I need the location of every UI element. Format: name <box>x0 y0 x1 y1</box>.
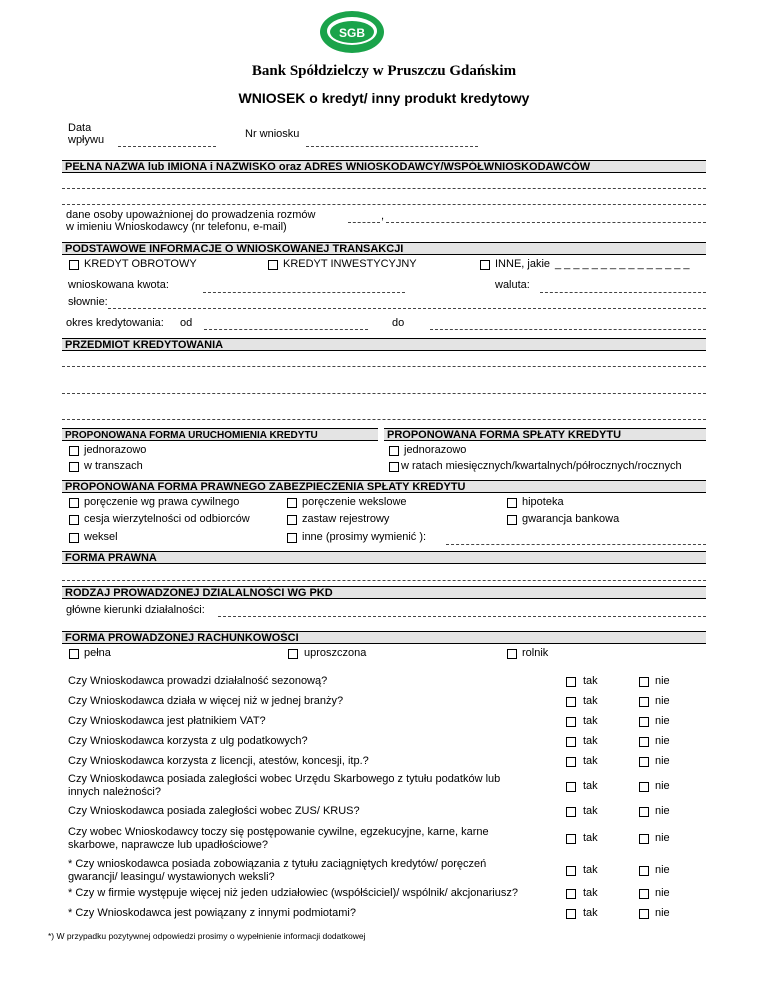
question-text <box>68 907 538 920</box>
currency-label: waluta: <box>495 279 530 291</box>
yes-label: tak <box>583 755 598 767</box>
no-checkbox[interactable] <box>639 697 649 707</box>
yes-checkbox[interactable] <box>566 834 576 844</box>
bank-name: Bank Spółdzielczy w Pruszczu Gdańskim <box>251 63 517 79</box>
no-checkbox[interactable] <box>639 717 649 727</box>
nr-field[interactable] <box>306 146 478 147</box>
sec-bank-guar-checkbox[interactable] <box>507 515 517 525</box>
form-title: WNIOSEK o kredyt/ inny produkt kredytowy <box>238 90 530 106</box>
inne-label: INNE, jakie <box>495 258 551 270</box>
in-words-field[interactable] <box>108 308 706 309</box>
applicant-header: PEŁNA NAZWA lub IMIONA i NAZWISKO oraz ADRES WNIOSKODAWCY/WSPÓŁWNIOSKODAWCÓW <box>62 160 706 173</box>
question-line: gwarancji/ leasingu/ wystawionych weksli? <box>68 871 275 883</box>
question-text <box>68 675 538 688</box>
obrotowy-label: KREDYT OBROTOWY <box>84 258 197 270</box>
yes-label: tak <box>583 715 598 727</box>
no-label: nie <box>655 907 670 919</box>
no-label: nie <box>655 832 670 844</box>
from-field[interactable] <box>204 329 368 330</box>
question-line: skarbowe, naprawcze lub upadłościowe? <box>68 839 268 851</box>
no-label: nie <box>655 715 670 727</box>
sec-other-field[interactable] <box>446 544 706 545</box>
no-checkbox[interactable] <box>639 757 649 767</box>
question-text <box>68 887 538 900</box>
contact-label-2: w imieniu Wnioskodawcy (nr telefonu, e-mail) <box>66 221 287 233</box>
no-label: nie <box>655 755 670 767</box>
pkd-field[interactable] <box>218 616 706 617</box>
to-field[interactable] <box>430 329 706 330</box>
yes-label: tak <box>583 805 598 817</box>
inne-checkbox[interactable] <box>480 260 490 270</box>
obrotowy-checkbox[interactable] <box>69 260 79 270</box>
acc-farmer-checkbox[interactable] <box>507 649 517 659</box>
no-label: nie <box>655 780 670 792</box>
from-label: od <box>180 317 193 329</box>
launch-tranches-checkbox[interactable] <box>69 462 79 472</box>
no-label: nie <box>655 864 670 876</box>
security-header: PROPONOWANA FORMA PRAWNEGO ZABEZPIECZENIA SPŁATY KREDYTU <box>62 480 706 493</box>
no-label: nie <box>655 735 670 747</box>
question-line: Czy wobec Wnioskodawcy toczy się postępowanie cywilne, egzekucyjne, karne, karne <box>68 826 489 838</box>
yes-checkbox[interactable] <box>566 737 576 747</box>
question-text <box>68 858 538 884</box>
yes-checkbox[interactable] <box>566 889 576 899</box>
repay-one-checkbox[interactable] <box>389 446 399 456</box>
question-line: Czy Wnioskodawca posiada zaległości wobec Urzędu Skarbowego z tytułu podatków lub <box>68 773 501 785</box>
basic-info-header: PODSTAWOWE INFORMACJE O WNIOSKOWANEJ TRANSAKCJI <box>62 242 706 255</box>
question-text <box>68 715 538 728</box>
question-text <box>68 735 538 748</box>
legal-form-field[interactable] <box>62 580 706 581</box>
acc-full-label: pełna <box>84 647 111 659</box>
amount-field[interactable] <box>203 292 405 293</box>
footnote: *) W przypadku pozytywnej odpowiedzi prosimy o wypełnienie informacji dodatkowej <box>48 931 366 941</box>
contact-field-b[interactable] <box>386 222 706 223</box>
applicant-line-1[interactable] <box>62 188 706 189</box>
inwestycyjny-checkbox[interactable] <box>268 260 278 270</box>
sec-other-checkbox[interactable] <box>287 533 297 543</box>
contact-label-1: dane osoby upoważnionej do prowadzenia rozmów <box>66 209 316 221</box>
amount-label: wnioskowana kwota: <box>68 279 169 291</box>
yes-label: tak <box>583 695 598 707</box>
question-line: * Czy w firmie występuje więcej niż jeden udziałowiec (współściciel)/ wspólnik/ akcjonariusz? <box>68 887 518 899</box>
launch-header: PROPONOWANA FORMA URUCHOMIENIA KREDYTU <box>62 428 378 441</box>
date-label-2: wpływu <box>68 134 105 146</box>
launch-tranches-label: w transzach <box>84 460 143 472</box>
yes-label: tak <box>583 832 598 844</box>
launch-one-checkbox[interactable] <box>69 446 79 456</box>
contact-field-a[interactable] <box>348 222 380 223</box>
sec-other-label: inne (prosimy wymienić ): <box>302 531 427 543</box>
subject-line-3[interactable] <box>62 419 706 420</box>
sec-bill-checkbox[interactable] <box>69 533 79 543</box>
no-checkbox[interactable] <box>639 866 649 876</box>
to-label: do <box>392 317 405 329</box>
question-text <box>68 805 538 818</box>
question-line: Czy Wnioskodawca prowadzi działalność sezonową? <box>68 675 328 687</box>
question-text <box>68 773 538 799</box>
no-label: nie <box>655 675 670 687</box>
question-line: Czy Wnioskodawca korzysta z ulg podatkowych? <box>68 735 308 747</box>
currency-field[interactable] <box>540 292 706 293</box>
applicant-line-2[interactable] <box>62 204 706 205</box>
date-label-1: Data <box>68 122 92 134</box>
sec-mortgage-checkbox[interactable] <box>507 498 517 508</box>
yes-checkbox[interactable] <box>566 717 576 727</box>
repay-installments-label: w ratach miesięcznych/kwartalnych/półrocznych/rocznych <box>401 460 682 472</box>
subject-line-2[interactable] <box>62 393 706 394</box>
sec-civil-label: poręczenie wg prawa cywilnego <box>84 496 240 508</box>
launch-one-label: jednorazowo <box>84 444 147 456</box>
question-line: innych należności? <box>68 786 161 798</box>
nr-label: Nr wniosku <box>245 128 300 140</box>
question-line: Czy Wnioskodawca jest płatnikiem VAT? <box>68 715 266 727</box>
sec-bill-label: weksel <box>84 531 118 543</box>
acc-simple-label: uproszczona <box>304 647 367 659</box>
question-text <box>68 695 538 708</box>
question-line: Czy Wnioskodawca korzysta z licencji, atestów, koncesji, itp.? <box>68 755 369 767</box>
inwestycyjny-label: KREDYT INWESTYCYJNY <box>283 258 417 270</box>
acc-full-checkbox[interactable] <box>69 649 79 659</box>
in-words-label: słownie: <box>68 296 108 308</box>
no-checkbox[interactable] <box>639 909 649 919</box>
no-checkbox[interactable] <box>639 677 649 687</box>
question-line: * Czy Wnioskodawca jest powiązany z innymi podmiotami? <box>68 907 356 919</box>
period-label: okres kredytowania: <box>66 317 164 329</box>
legal-form-header: FORMA PRAWNA <box>62 551 706 564</box>
yes-label: tak <box>583 735 598 747</box>
sec-mortgage-label: hipoteka <box>522 496 564 508</box>
yes-label: tak <box>583 675 598 687</box>
no-label: nie <box>655 695 670 707</box>
sec-pledge-label: zastaw rejestrowy <box>302 513 390 525</box>
yes-label: tak <box>583 864 598 876</box>
yes-checkbox[interactable] <box>566 807 576 817</box>
repay-one-label: jednorazowo <box>404 444 467 456</box>
acc-farmer-label: rolnik <box>522 647 549 659</box>
repay-installments-checkbox[interactable] <box>389 462 399 472</box>
yes-checkbox[interactable] <box>566 866 576 876</box>
question-text <box>68 755 538 768</box>
sec-bill-guar-label: poręczenie wekslowe <box>302 496 407 508</box>
acc-simple-checkbox[interactable] <box>288 649 298 659</box>
sgb-logo <box>318 8 386 56</box>
no-checkbox[interactable] <box>639 834 649 844</box>
yes-checkbox[interactable] <box>566 909 576 919</box>
yes-checkbox[interactable] <box>566 697 576 707</box>
yes-label: tak <box>583 907 598 919</box>
repay-header: PROPONOWANA FORMA SPŁATY KREDYTU <box>384 428 706 441</box>
yes-checkbox[interactable] <box>566 757 576 767</box>
no-checkbox[interactable] <box>639 889 649 899</box>
date-field[interactable] <box>118 146 216 147</box>
accounting-header: FORMA PROWADZONEJ RACHUNKOWOŚCI <box>62 631 706 644</box>
contact-comma: , <box>381 210 385 222</box>
yes-label: tak <box>583 780 598 792</box>
yes-checkbox[interactable] <box>566 782 576 792</box>
question-text <box>68 826 538 852</box>
question-line: Czy Wnioskodawca posiada zaległości wobec ZUS/ KRUS? <box>68 805 360 817</box>
no-checkbox[interactable] <box>639 782 649 792</box>
yes-checkbox[interactable] <box>566 677 576 687</box>
no-label: nie <box>655 887 670 899</box>
question-line: Czy Wnioskodawca działa w więcej niż w jednej branży? <box>68 695 344 707</box>
inne-field[interactable]: _ _ _ _ _ _ _ _ _ _ _ _ _ _ _ <box>555 258 690 270</box>
sec-assignment-checkbox[interactable] <box>69 515 79 525</box>
no-checkbox[interactable] <box>639 737 649 747</box>
sec-assignment-label: cesja wierzytelności od odbiorców <box>84 513 250 525</box>
sec-bank-guar-label: gwarancja bankowa <box>522 513 620 525</box>
logo-text: SGB <box>338 26 366 40</box>
subject-header: PRZEDMIOT KREDYTOWANIA <box>62 338 706 351</box>
question-line: * Czy wnioskodawca posiada zobowiązania z tytułu zaciągniętych kredytów/ poręczeń <box>68 858 487 870</box>
no-label: nie <box>655 805 670 817</box>
no-checkbox[interactable] <box>639 807 649 817</box>
sec-bill-guar-checkbox[interactable] <box>287 498 297 508</box>
pkd-header: RODZAJ PROWADZONEJ DZIALALNOŚCI WG PKD <box>62 586 706 599</box>
pkd-label: główne kierunki działalności: <box>66 604 205 616</box>
subject-line-1[interactable] <box>62 366 706 367</box>
sec-pledge-checkbox[interactable] <box>287 515 297 525</box>
sec-civil-checkbox[interactable] <box>69 498 79 508</box>
yes-label: tak <box>583 887 598 899</box>
